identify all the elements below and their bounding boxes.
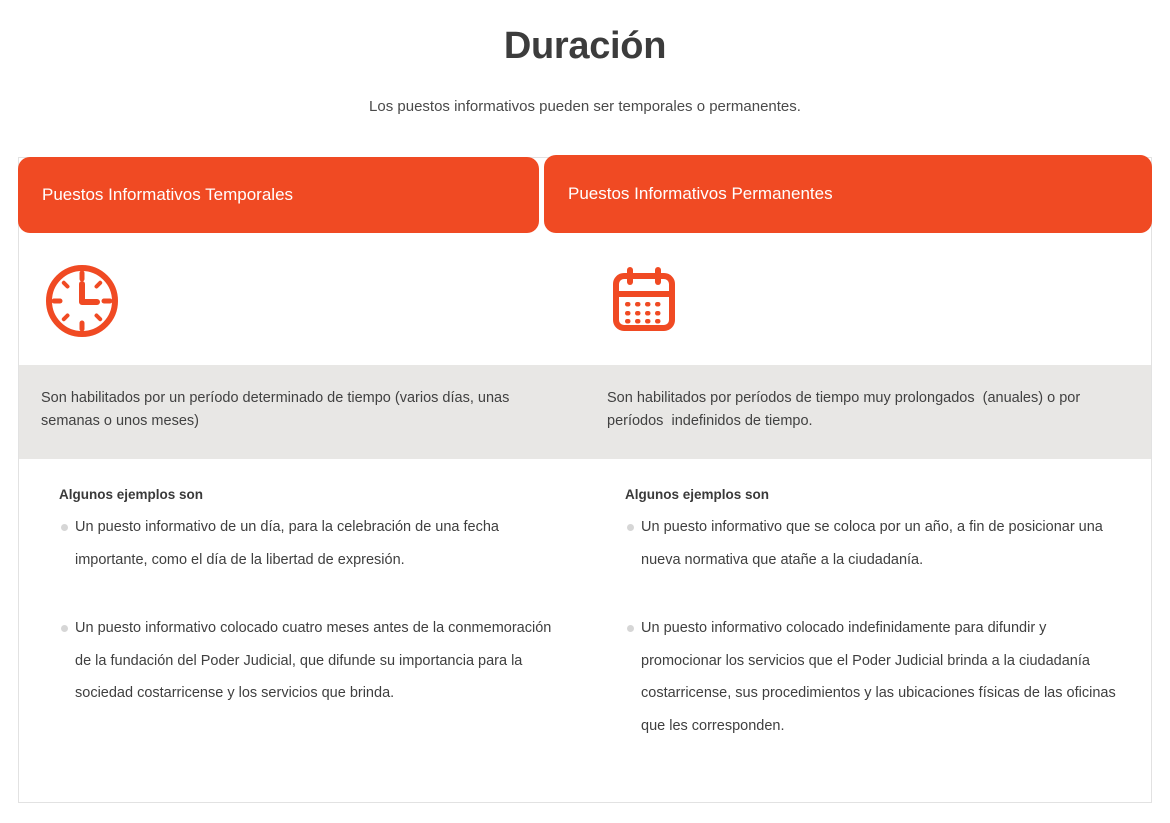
bullet-dot-icon <box>627 524 634 531</box>
tab-label: Puestos Informativos Permanentes <box>568 183 833 203</box>
list-item-text: Un puesto informativo colocado cuatro meses antes de la conmemoración de la fundación del Poder Judicial, que difunde su importancia para la sociedad costarricense y los servicios que brinda. <box>75 620 552 702</box>
comparison-card <box>18 157 1152 803</box>
tab-puestos-temporales[interactable] <box>18 157 539 233</box>
examples-row <box>19 459 1151 802</box>
bullet-dot-icon <box>61 625 68 632</box>
tab-puestos-permanentes[interactable] <box>544 155 1152 233</box>
list-item-text: Un puesto informativo que se coloca por un año, a fin de posicionar una nueva normativa que atañe a la ciudadanía. <box>641 518 1103 568</box>
description-cell-temporales <box>19 365 585 459</box>
examples-cell-temporales <box>19 459 585 802</box>
description-text: Son habilitados por períodos de tiempo muy prolongados (anuales) o por períodos indefinidos de tiempo. <box>607 390 1085 430</box>
tab-label: Puestos Informativos Temporales <box>42 184 294 204</box>
calendar-icon <box>605 262 683 340</box>
list-item-text: Un puesto informativo de un día, para la celebración de una fecha importante, como el día de la libertad de expresión. <box>75 518 499 568</box>
icon-cell-temporales <box>19 236 585 365</box>
page-header <box>0 0 1170 117</box>
examples-cell-permanentes <box>585 459 1151 802</box>
examples-list <box>607 511 1129 743</box>
list-item <box>41 612 555 710</box>
list-item <box>607 511 1129 576</box>
description-cell-permanentes <box>585 365 1151 459</box>
list-item <box>607 612 1129 743</box>
examples-list <box>41 511 555 710</box>
tab-row <box>18 155 1152 235</box>
icon-cell-permanentes <box>585 236 1151 365</box>
description-text: Son habilitados por un período determinado de tiempo (varios días, unas semanas o unos meses) <box>41 390 514 430</box>
list-item-text: Un puesto informativo colocado indefinidamente para difundir y promocionar los servicios que el Poder Judicial brinda a la ciudadanía costarricense, sus procedimientos y las ubicaciones físicas de las oficinas que les corresponden. <box>641 620 1116 735</box>
page-title: Duración <box>503 25 667 67</box>
page-subtitle: Los puestos informativos pueden ser temporales o permanentes. <box>369 97 801 115</box>
examples-title: Algunos ejemplos son <box>59 487 204 502</box>
description-band <box>19 365 1151 459</box>
examples-title: Algunos ejemplos son <box>625 487 770 502</box>
bullet-dot-icon <box>61 524 68 531</box>
bullet-dot-icon <box>627 625 634 632</box>
list-item <box>41 511 555 576</box>
icon-row <box>19 236 1151 365</box>
clock-icon <box>43 262 121 340</box>
